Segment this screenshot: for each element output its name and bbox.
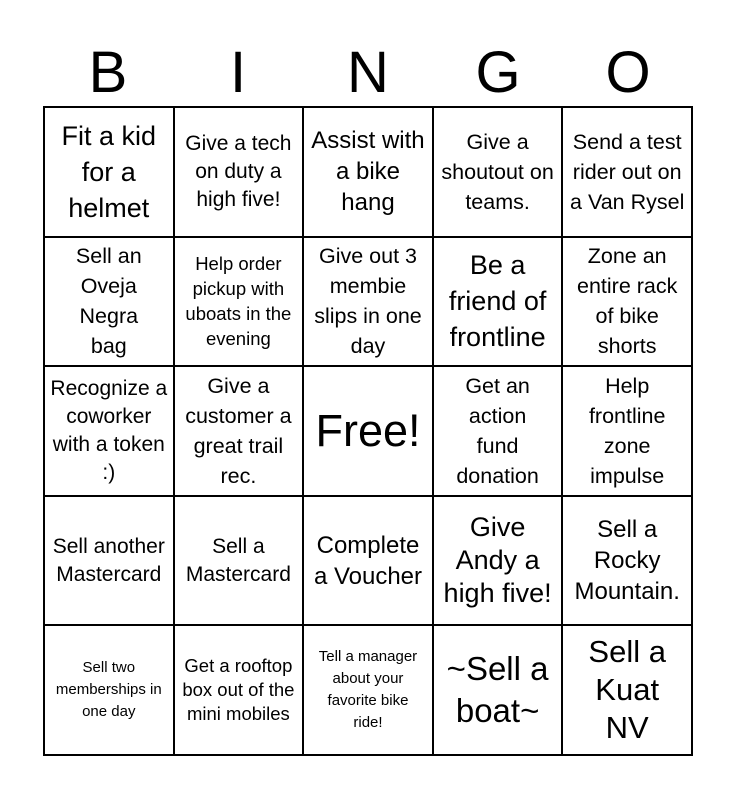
cell-text: Sell an Oveja Negra bag: [75, 244, 142, 359]
free-space[interactable]: [303, 366, 433, 496]
cell-text: Sell a Mastercard: [185, 534, 291, 586]
bingo-cell[interactable]: [44, 107, 174, 237]
cell-text: Give a tech on duty a high five!: [185, 131, 292, 211]
cell-text: Help frontline zone impulse: [588, 374, 666, 488]
bingo-cell[interactable]: [44, 625, 174, 755]
bingo-cell[interactable]: [303, 625, 433, 755]
cell-text: Sell a Kuat NV: [588, 634, 666, 746]
bingo-card: [43, 106, 693, 756]
cell-text: Get a rooftop box out of the mini mobiles: [182, 655, 295, 725]
bingo-cell[interactable]: [174, 366, 304, 496]
header-letter-o: O: [605, 40, 651, 105]
bingo-cell[interactable]: [174, 237, 304, 367]
cell-text: Give Andy a high five!: [443, 512, 552, 609]
bingo-cell[interactable]: [174, 625, 304, 755]
cell-text: Sell a Rocky Mountain.: [574, 516, 680, 606]
bingo-cell[interactable]: [562, 237, 692, 367]
cell-text: Give a customer a great trail rec.: [185, 374, 292, 488]
bingo-cell[interactable]: [44, 366, 174, 496]
cell-text: Help order pickup with uboats in the evening: [185, 253, 292, 350]
header-letter-b: B: [88, 40, 128, 105]
bingo-cell[interactable]: [44, 237, 174, 367]
header-letter-i: I: [229, 40, 247, 105]
cell-text: Sell another Mastercard: [52, 534, 165, 586]
bingo-cell[interactable]: [562, 496, 692, 626]
bingo-cell[interactable]: [433, 625, 563, 755]
cell-text: Get an action fund donation: [456, 374, 539, 488]
bingo-cell[interactable]: [433, 496, 563, 626]
bingo-cell[interactable]: [44, 496, 174, 626]
cell-text: ~Sell a boat~: [446, 650, 549, 730]
header-letter-n: N: [347, 40, 389, 105]
cell-text: Give out 3 membie slips in one day: [314, 244, 422, 359]
cell-text: Zone an entire rack of bike shorts: [577, 244, 678, 359]
bingo-cell[interactable]: [562, 625, 692, 755]
cell-text: Recognize a coworker with a token :): [50, 376, 168, 484]
header-letter-g: G: [475, 40, 521, 105]
cell-text: Send a test rider out on a Van Rysel: [570, 129, 685, 214]
bingo-cell[interactable]: [562, 107, 692, 237]
cell-text: Give a shoutout on teams.: [441, 129, 554, 214]
free-space-label: Free!: [315, 404, 421, 456]
bingo-cell[interactable]: [303, 237, 433, 367]
cell-text: Sell two memberships in one day: [55, 659, 162, 721]
cell-text: Assist with a bike hang: [311, 127, 425, 217]
bingo-cell[interactable]: [303, 107, 433, 237]
bingo-cell[interactable]: [174, 107, 304, 237]
bingo-header: [43, 40, 693, 106]
bingo-cell[interactable]: [433, 107, 563, 237]
bingo-cell[interactable]: [303, 496, 433, 626]
cell-text: Tell a manager about your favorite bike ride!: [318, 648, 418, 732]
cell-text: Complete a Voucher: [313, 531, 423, 590]
cell-text: Fit a kid for a helmet: [61, 120, 157, 223]
bingo-cell[interactable]: [174, 496, 304, 626]
bingo-cell[interactable]: [433, 237, 563, 367]
bingo-cell[interactable]: [562, 366, 692, 496]
bingo-cell[interactable]: [433, 366, 563, 496]
cell-text: Be a friend of frontline: [448, 250, 547, 353]
